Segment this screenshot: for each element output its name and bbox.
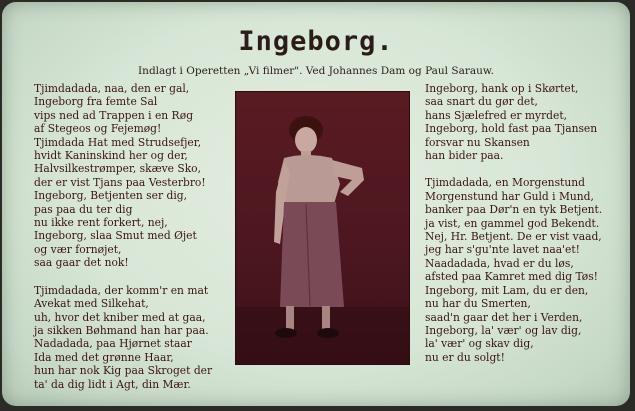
lyric-line: Naadadada, hvad er du løs, — [425, 256, 574, 270]
lyric-line: Ida med det grønne Haar, — [34, 350, 174, 364]
song-title: Ingeborg. — [238, 26, 394, 57]
lyrics-stanza — [425, 176, 625, 364]
lyric-line: Ingeborg, mit Lam, du er den, — [425, 283, 589, 297]
lyric-line: nu ikke rent forkert, nej, — [34, 216, 168, 230]
lyric-line: nu er du solgt! — [425, 350, 505, 364]
lyrics-stanza — [34, 82, 239, 270]
lyric-line: af Stegeos og Fejemøg! — [34, 122, 162, 136]
lyric-line: vips ned ad Trappen i en Røg — [34, 108, 194, 122]
lyric-line: Ingeborg, Betjenten ser dig, — [34, 189, 188, 203]
left-lyrics-column — [34, 82, 239, 391]
lyric-line: Nadadada, paa Hjørnet staar — [34, 337, 192, 351]
lyric-line: forsvar nu Skansen — [425, 135, 530, 149]
lyric-line: Tjimdadada, naa, den er gal, — [34, 82, 190, 95]
lyric-line: Halvsilkestrømper, skæve Sko, — [34, 162, 202, 176]
lyric-line: pas paa du ter dig — [34, 202, 133, 216]
lyric-line: hvidt Kaninskind her og der, — [34, 149, 188, 163]
lyric-line: saa snart du gør det, — [425, 95, 538, 109]
lyric-line: ta' da dig lidt i Agt, din Mær. — [34, 377, 191, 391]
lyric-line: Nej, Hr. Betjent. De er vist vaad, — [425, 230, 602, 244]
lyric-line: afsted paa Kamret med dig Tøs! — [425, 270, 598, 284]
lyric-line: Ingeborg, la' vær' og lav dig, — [425, 323, 582, 337]
lyric-line: Ingeborg fra femte Sal — [34, 95, 158, 109]
lyric-line: han bider paa. — [425, 149, 504, 163]
lyric-line: uh, hvor det kniber med at gaa, — [34, 310, 206, 324]
lyric-line: Tjimdadada, en Morgenstund — [425, 176, 585, 190]
lyrics-stanza — [425, 82, 625, 162]
lyric-line: Morgenstund har Guld i Mund, — [425, 189, 594, 203]
woman-portrait-photo-icon — [236, 92, 409, 364]
lyric-line: Ingeborg, slaa Smut med Øjet — [34, 229, 197, 243]
lyric-line: saad'n gaar det her i Verden, — [425, 310, 583, 324]
lyric-line: banker paa Dør'n en tyk Betjent. — [425, 203, 603, 217]
postcard — [2, 2, 630, 406]
lyric-line: Avekat med Silkehat, — [34, 297, 149, 311]
lyric-line: la' vær' og skav dig, — [425, 337, 534, 351]
lyric-line: Tjimdada Hat med Strudsefjer, — [34, 135, 202, 149]
lyric-line: der er vist Tjans paa Vesterbro! — [34, 175, 206, 189]
lyric-line: ja sikken Bøhmand han har paa. — [34, 323, 209, 337]
lyric-line: Ingeborg, hank op i Skørtet, — [425, 82, 579, 95]
lyric-line: ja vist, en gammel god Bekendt. — [425, 216, 600, 230]
lyric-line: hans Sjælefred er myrdet, — [425, 108, 568, 122]
lyric-line: jeg har s'gu'nte lavet naa'et! — [425, 243, 580, 257]
lyric-line: Ingeborg, hold fast paa Tjansen — [425, 122, 598, 136]
lyric-line: nu har du Smerten, — [425, 297, 531, 311]
performer-photo — [235, 91, 410, 365]
song-subtitle: Indlagt i Operetten „Vi filmer". Ved Johannes Dam og Paul Sarauw. — [138, 65, 494, 77]
right-lyrics-column — [425, 82, 625, 364]
lyrics-stanza — [34, 284, 239, 391]
lyric-line: Tjimdadada, der komm'r en mat — [34, 283, 209, 297]
lyric-line: saa gaar det nok! — [34, 256, 129, 270]
lyric-line: hun har nok Kig paa Skroget der — [34, 364, 213, 378]
lyric-line: og vær fornøjet, — [34, 242, 122, 256]
